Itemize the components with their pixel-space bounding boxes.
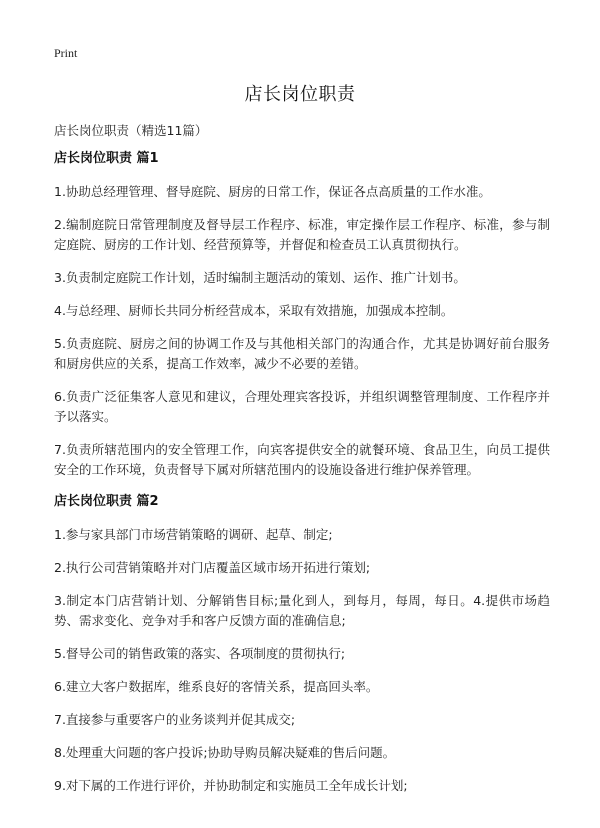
- list-item: 1.参与家具部门市场营销策略的调研、起草、制定;: [54, 527, 333, 542]
- list-item: 9.对下属的工作进行评价，并协助制定和实施员工全年成长计划;: [54, 778, 408, 793]
- section-1: [54, 150, 550, 480]
- list-item: 2.执行公司营销策略并对门店覆盖区域市场开拓进行策划;: [54, 560, 371, 575]
- list-item: 8.处理重大问题的客户投诉;协助导购员解决疑难的售后问题。: [54, 745, 396, 760]
- list-item: 5.负责庭院、厨房之间的协调工作及与其他相关部门的沟通合作，尤其是协调好前台服务和厨房供应的关系，提高工作效率，减少不必要的差错。: [54, 336, 550, 371]
- list-item: 6.负责广泛征集客人意见和建议，合理处理宾客投诉，并组织调整管理制度、工作程序并予以落实。: [54, 389, 550, 424]
- document-subtitle: 店长岗位职责（精选11篇）: [54, 123, 208, 138]
- list-item: 1.协助总经理管理、督导庭院、厨房的日常工作，保证各点高质量的工作水准。: [54, 184, 491, 199]
- list-item: 3.负责制定庭院工作计划，适时编制主题活动的策划、运作、推广计划书。: [54, 270, 466, 285]
- list-item: 6.建立大客户数据库，维系良好的客情关系，提高回头率。: [54, 679, 379, 694]
- list-item: 5.督导公司的销售政策的落实、各项制度的贯彻执行;: [54, 646, 346, 661]
- list-item: 3.制定本门店营销计划、分解销售目标;量化到人，到每月，每周，每日。4.提供市场趋势、需求变化、竞争对手和客户反馈方面的准确信息;: [54, 593, 550, 628]
- page-title: 店长岗位职责: [244, 84, 356, 105]
- list-item: 2.编制庭院日常管理制度及督导层工作程序、标准，审定操作层工作程序、标准，参与制定庭院、厨房的工作计划、经营预算等，并督促和检查员工认真贯彻执行。: [54, 217, 550, 252]
- list-item: 4.与总经理、厨师长共同分析经营成本，采取有效措施，加强成本控制。: [54, 303, 454, 318]
- document-body: [54, 150, 550, 809]
- print-label[interactable]: Print: [54, 46, 78, 60]
- section-heading: 店长岗位职责 篇1: [54, 151, 159, 166]
- section-2: [54, 493, 550, 796]
- section-heading: 店长岗位职责 篇2: [54, 494, 159, 509]
- list-item: 7.负责所辖范围内的安全管理工作，向宾客提供安全的就餐环境、食品卫生，向员工提供安全的工作环境，负责督导下属对所辖范围内的设施设备进行维护保养管理。: [54, 442, 550, 477]
- list-item: 7.直接参与重要客户的业务谈判并促其成交;: [54, 712, 296, 727]
